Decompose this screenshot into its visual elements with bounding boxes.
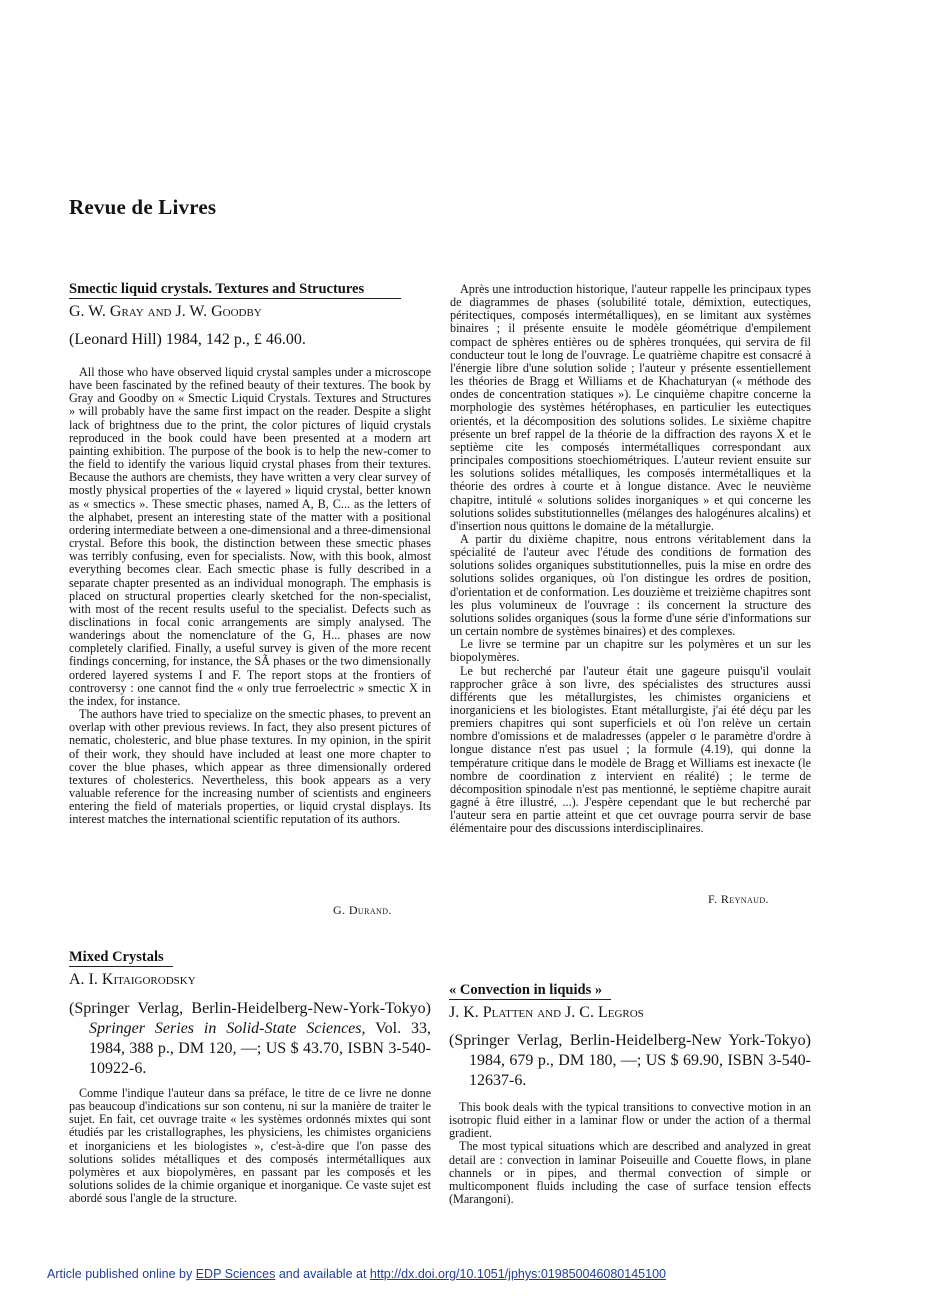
review-authors-smectic: G. W. Gray and J. W. Goodby — [69, 303, 262, 320]
review-publication-smectic: (Leonard Hill) 1984, 142 p., £ 46.00. — [69, 331, 306, 348]
paragraph: Après une introduction historique, l'auteur rappelle les principaux types de diagrammes de phases (solubilité totale, démixtion, eutectiques, péritectiques, composés intermétalliques), en se limitant aux systèmes binaires ; il présente ensuite le modèle géométrique d'empilement compact de sphères entières ou de sphères tronquées, qui servira de fil conducteur tout le long de l'ouvrage. Le quatrième chapitre est consacré à l'énergie libre d'une solution solide ; l'auteur y présente essentiellement les théories de Bragg et Williams et de Khachaturyan (« méthode des ondes de concentration statiques »). Le cinquième chapitre concerne la morphologie des systèmes hétérophases, en particulier les eutectiques orientés, et la décomposition des solutions solides. Le sixième chapitre présente un bref rappel de la théorie de la diffraction des rayons X et le septième cite les composés intermétalliques correspondant aux principales compositions stoechiométriques. L'auteur revient ensuite sur les solutions solides métalliques, les composés intermétalliques et la théorie des ordres à courte et à longue distance. Avec le neuvième chapitre, intitulé « solutions solides inorganiques » et qui concerne les solutions solides substitutionnelles (mélanges des halogénures alcalins) et d'insertion nous quittons le domaine de la métallurgie. — [450, 282, 811, 533]
review-body-mixed-crystals — [69, 1087, 431, 1205]
publication-series: Springer Series in Solid-State Sciences, — [89, 1020, 366, 1037]
review-body-mixed-continued — [450, 283, 811, 836]
title-underline — [69, 966, 173, 967]
footer — [47, 1267, 666, 1281]
review-authors-convection: J. K. Platten and J. C. Legros — [449, 1004, 644, 1021]
review-body-smectic — [69, 366, 431, 826]
review-authors-mixed-crystals: A. I. Kitaigorodsky — [69, 971, 196, 988]
doi-link[interactable]: http://dx.doi.org/10.1051/jphys:019850046080145100 — [369, 1267, 666, 1281]
reviewer-durand: G. Durand. — [333, 903, 392, 917]
paragraph: Le but recherché par l'auteur était une gageure puisqu'il voulait rapprocher grâce à son livre, des spécialistes des structures aussi différents que les métallurgistes, les chimistes organiciens et inorganiciens et les biologistes. Etant métallurgiste, j'ai été déçu par les premiers chapitres qui sont superficiels et où l'on relève un certain nombre d'omissions et de maladresses (appeler σ le paramètre d'ordre à longue distance n'est pas usuel ; la formule (4.19), qui donne la température critique dans le modèle de Bragg et Williams est inexacte (le nombre de coordination z intervient en réalité) ; le terme de décomposition spinodale n'est pas mentionné, le septième chapitre aurait gagné à être illustré, ...). J'espère cependant que le but recherché par l'auteur sera en partie atteint et que cet ouvrage pourra servir de base élémentaire pour des discussions interdisciplinaires. — [450, 663, 811, 836]
publisher-link[interactable]: EDP Sciences — [195, 1267, 276, 1281]
review-title-convection: « Convection in liquids » — [449, 982, 603, 998]
review-publication-convection: (Springer Verlag, Berlin-Heidelberg-New York-Tokyo) 1984, 679 p., DM 180, —; US $ 69.90, ISBN 3-540-12637-6. — [449, 1032, 811, 1089]
paragraph: Comme l'indique l'auteur dans sa préface, le titre de ce livre ne donne pas beaucoup d'indications sur son contenu, ni sur la manière de traiter le sujet. En fait, cet ouvrage traite « les systèmes ordonnés mixtes qui sont étudiés par les cristallographes, les physiciens, les chimistes organiciens et inorganiciens et les biologistes », c'est-à-dire que l'on passe des solutions solides métalliques et des composés intermétalliques aux polymères et aux biopolymères, en passant par les composés et les solutions solides de la chimie organique et inorganique. Ce vaste sujet est abordé sous l'angle de la structure. — [69, 1086, 431, 1206]
paragraph: All those who have observed liquid crystal samples under a microscope have been fascinated by the refined beauty of their textures. The book by Gray and Goodby on « Smectic Liquid Crystals. Textures and Structures » will probably have the same first impact on the reader. Despite a slight lack of brightness due to the print, the color pictures of liquid crystals reproduced in the book could have been presented at a modern art painting exhibition. The purpose of the book is to help the new-comer to the field to identify the various liquid crystal phases from their textures. Because the authors are chemists, they have written a very clear survey of mostly physical properties of the « layered » liquid crystal, better known as « smectics ». These smectic phases, named A, B, C... as the letters of the alphabet, present an interesting state of the matter with a positional ordering intermediate between a one-dimensional and a three-dimensional crystal. Before this book, the distinction between these smectic phases was terribly confusing, even for specialists. Now, with this book, almost everything becomes clear. Each smectic phase is fully described in a separate chapter presented as an individual monograph. The emphasis is placed on structural properties clearly sketched for the non-specialist, with most of the recent results useful to the specialist. Defects such as disclinations in focal conic arrangements are simply analysed. The wanderings about the nomenclature of the G, H... phases are now completely clarified. Finally, a useful survey is given of the more recent findings concerning, for instance, the SÃ phases or the two dimensionally ordered layered systems I and F. The report stops at the frontiers of controversy : one cannot find the « only true ferroelectric » smectic X in the index, for instance. — [69, 365, 431, 708]
title-underline — [449, 999, 611, 1000]
publication-details: Vol. 33, 1984, 388 p., DM 120, —; US $ 43.70, ISBN 3-540-10922-6. — [89, 1020, 431, 1077]
paragraph: The authors have tried to specialize on the smectic phases, to prevent an overlap with other previous reviews. In fact, they also present pictures of nematic, cholesteric, and blue phase textures. In my opinion, in the spirit of their work, they should have included at least one more chapter to cover the blue phases, which appear as three dimensionally ordered textures of cholesterics. Nevertheless, this book appears as a very valuable reference for the increasing number of scientists and engineers entering the field of materials properties, or liquid crystal displays. Its interest matches the international scientific reputation of its authors. — [69, 707, 431, 827]
section-title: Revue de Livres — [69, 195, 217, 219]
paragraph: The most typical situations which are described and analyzed in great detail are : convection in laminar Poiseuille and Couette flows, in plane channels or in pipes, and thermal convection of simple or multicomponent fluids including the case of surface tension effects (Marangoni). — [449, 1139, 811, 1207]
review-publication-mixed-crystals — [69, 999, 431, 1079]
footer-prefix: Article published online by — [47, 1267, 196, 1281]
publication-publisher: (Springer Verlag, Berlin-Heidelberg-New-York-Tokyo) — [69, 1000, 431, 1017]
review-body-convection — [449, 1101, 811, 1206]
review-title-mixed-crystals: Mixed Crystals — [69, 949, 164, 965]
reviewer-reynaud: F. Reynaud. — [708, 892, 769, 906]
paragraph: This book deals with the typical transitions to convective motion in an isotropic fluid either in a laminar flow or under the action of a thermal gradient. — [449, 1100, 811, 1141]
review-title-smectic: Smectic liquid crystals. Textures and Structures — [69, 281, 365, 297]
title-underline — [69, 298, 401, 299]
footer-middle: and available at — [275, 1267, 370, 1281]
paragraph: Le livre se termine par un chapitre sur les polymères et un sur les biopolymères. — [450, 637, 811, 665]
paragraph: A partir du dixième chapitre, nous entrons véritablement dans la spécialité de l'auteur avec l'étude des conditions de formation des solutions solides organiques substitutionnelles, puis la mise en ordre des solutions solides organiques, où l'on distingue les ordres de position, d'orientation et de conformation. Les douzième et treizième chapitres sont les plus volumineux de l'ouvrage : ils concernent la structure des solutions solides organiques (sous la forme d'une série d'informations sur un certain nombre de systèmes binaires) et des complexes. — [450, 531, 811, 639]
